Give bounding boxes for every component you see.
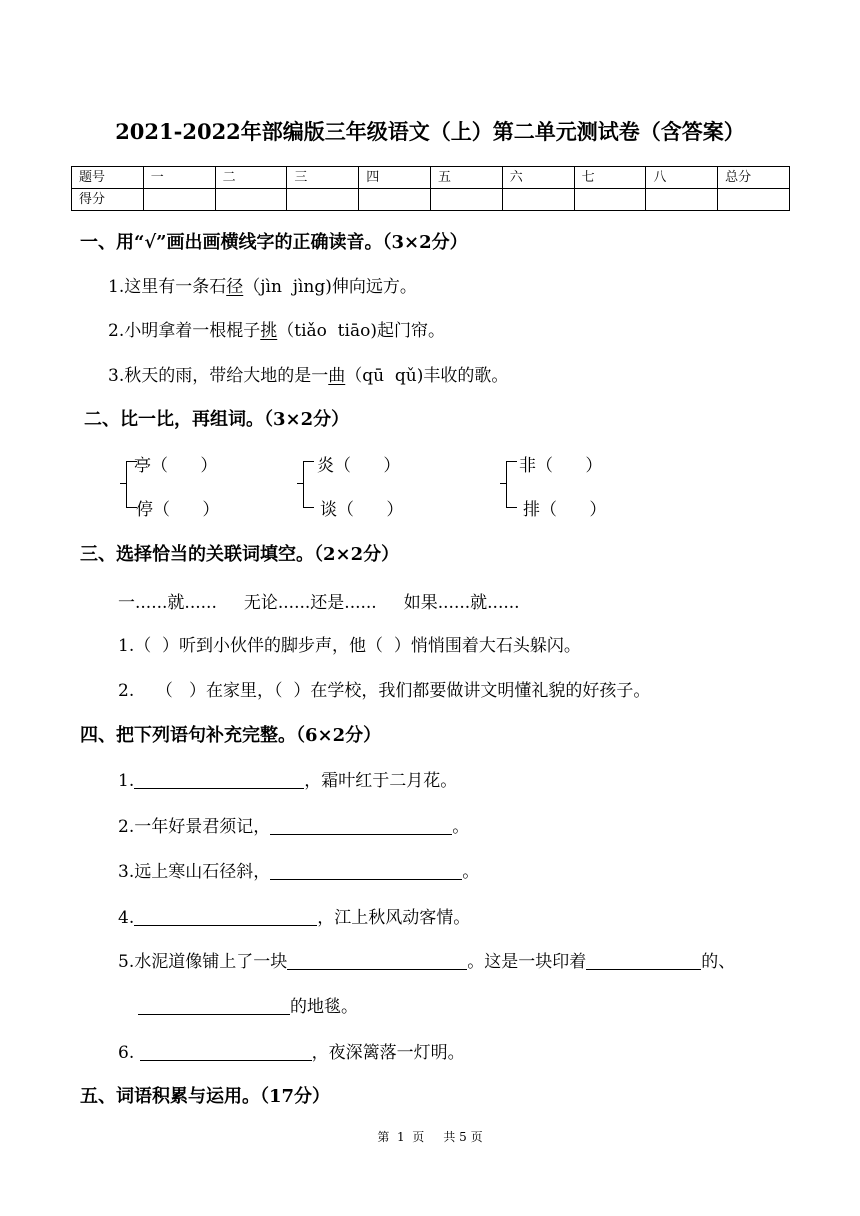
word-pair-item: 炎（ ） bbox=[317, 456, 401, 476]
question-text: 的、 bbox=[701, 952, 736, 972]
word-pair-item: 停（ ） bbox=[136, 500, 220, 520]
question-text: 的地毯。 bbox=[290, 997, 358, 1017]
score-cell[interactable] bbox=[502, 189, 574, 211]
question-text: 1. bbox=[118, 771, 135, 791]
question-text: （jìn jìng)伸向远方。 bbox=[243, 277, 417, 297]
question-text: （qū qǔ)丰收的歌。 bbox=[345, 366, 509, 386]
answer-blank[interactable] bbox=[287, 951, 467, 970]
question-text: 3.秋天的雨，带给大地的是一 bbox=[108, 366, 329, 386]
question-text: 6. bbox=[118, 1043, 140, 1063]
section-2-heading: 二、比一比，再组词。（3×2分） bbox=[84, 409, 350, 430]
answer-blank[interactable] bbox=[134, 907, 317, 926]
question-text: ，夜深篱落一灯明。 bbox=[311, 1043, 465, 1063]
table-cell: 七 bbox=[574, 167, 646, 189]
question-3-1: 1.（ ）听到小伙伴的脚步声，他（ ）悄悄围着大石头躲闪。 bbox=[118, 636, 581, 656]
score-cell[interactable] bbox=[143, 189, 215, 211]
section-4-heading: 四、把下列语句补充完整。（6×2分） bbox=[80, 725, 382, 746]
table-cell: 五 bbox=[430, 167, 502, 189]
answer-blank[interactable] bbox=[138, 996, 290, 1015]
table-cell: 总分 bbox=[718, 167, 790, 189]
score-cell[interactable] bbox=[718, 189, 790, 211]
answer-blank[interactable] bbox=[134, 770, 304, 789]
answer-blank[interactable] bbox=[270, 816, 452, 835]
question-text: 4. bbox=[118, 908, 135, 928]
word-pair-item: 亭（ ） bbox=[134, 456, 218, 476]
question-text: ，江上秋风动客情。 bbox=[317, 908, 471, 928]
question-1-3 bbox=[108, 361, 508, 386]
brace-left bbox=[303, 461, 314, 508]
table-cell: 二 bbox=[215, 167, 287, 189]
word-pair-item: 谈（ ） bbox=[320, 500, 404, 520]
score-cell[interactable] bbox=[215, 189, 287, 211]
question-4-5 bbox=[118, 947, 735, 972]
table-cell: 题号 bbox=[72, 167, 144, 189]
table-cell: 三 bbox=[287, 167, 359, 189]
question-text: ，霜叶红于二月花。 bbox=[304, 771, 458, 791]
score-cell[interactable] bbox=[646, 189, 718, 211]
question-text: 3.远上寒山石径斜， bbox=[118, 862, 271, 882]
question-4-6 bbox=[118, 1038, 465, 1063]
score-cell[interactable] bbox=[359, 189, 431, 211]
page-title: 2021-2022年部编版三年级语文（上）第二单元测试卷（含答案） bbox=[115, 119, 745, 144]
question-4-5-cont bbox=[138, 992, 358, 1017]
table-cell: 一 bbox=[143, 167, 215, 189]
score-cell[interactable] bbox=[287, 189, 359, 211]
word-pair-item: 排（ ） bbox=[523, 500, 607, 520]
section-1-heading: 一、用“√”画出画横线字的正确读音。（3×2分） bbox=[80, 232, 468, 253]
conjunction-options: 一......就...... 无论......还是...... 如果......就...... bbox=[118, 593, 520, 613]
question-4-2 bbox=[118, 812, 469, 837]
underlined-char: 挑 bbox=[260, 321, 278, 341]
question-text: 。 bbox=[462, 862, 480, 882]
section-5-heading: 五、词语积累与运用。（17分） bbox=[80, 1086, 331, 1107]
question-text: 1.这里有一条石 bbox=[108, 277, 227, 297]
word-pair-item: 非（ ） bbox=[519, 456, 603, 476]
brace-left bbox=[506, 461, 517, 508]
table-cell: 得分 bbox=[72, 189, 144, 211]
table-cell: 四 bbox=[359, 167, 431, 189]
answer-blank[interactable] bbox=[140, 1042, 312, 1061]
question-4-4 bbox=[118, 903, 470, 928]
question-4-3 bbox=[118, 857, 479, 882]
question-1-2 bbox=[108, 316, 445, 341]
table-cell: 八 bbox=[646, 167, 718, 189]
question-3-2: 2. （ ）在家里，（ ）在学校，我们都要做讲文明懂礼貌的好孩子。 bbox=[118, 681, 651, 701]
table-cell: 六 bbox=[502, 167, 574, 189]
underlined-char: 径 bbox=[226, 277, 244, 297]
question-text: 5.水泥道像铺上了一块 bbox=[118, 952, 288, 972]
score-cell[interactable] bbox=[430, 189, 502, 211]
page-footer: 第 1 页 共 5 页 bbox=[377, 1130, 483, 1144]
section-3-heading: 三、选择恰当的关联词填空。（2×2分） bbox=[80, 544, 400, 565]
score-cell[interactable] bbox=[574, 189, 646, 211]
question-4-1 bbox=[118, 766, 457, 791]
score-table-header-row bbox=[72, 167, 790, 189]
answer-blank[interactable] bbox=[270, 861, 462, 880]
answer-blank[interactable] bbox=[586, 951, 701, 970]
question-text: 。 bbox=[452, 817, 470, 837]
question-text: 。这是一块印着 bbox=[467, 952, 587, 972]
question-text: （tiǎo tiāo)起门帘。 bbox=[277, 321, 445, 341]
question-text: 2.小明拿着一根棍子 bbox=[108, 321, 261, 341]
question-1-1 bbox=[108, 272, 417, 297]
underlined-char: 曲 bbox=[328, 366, 346, 386]
score-table bbox=[71, 166, 790, 211]
question-text: 2.一年好景君须记， bbox=[118, 817, 271, 837]
score-table-score-row bbox=[72, 189, 790, 211]
